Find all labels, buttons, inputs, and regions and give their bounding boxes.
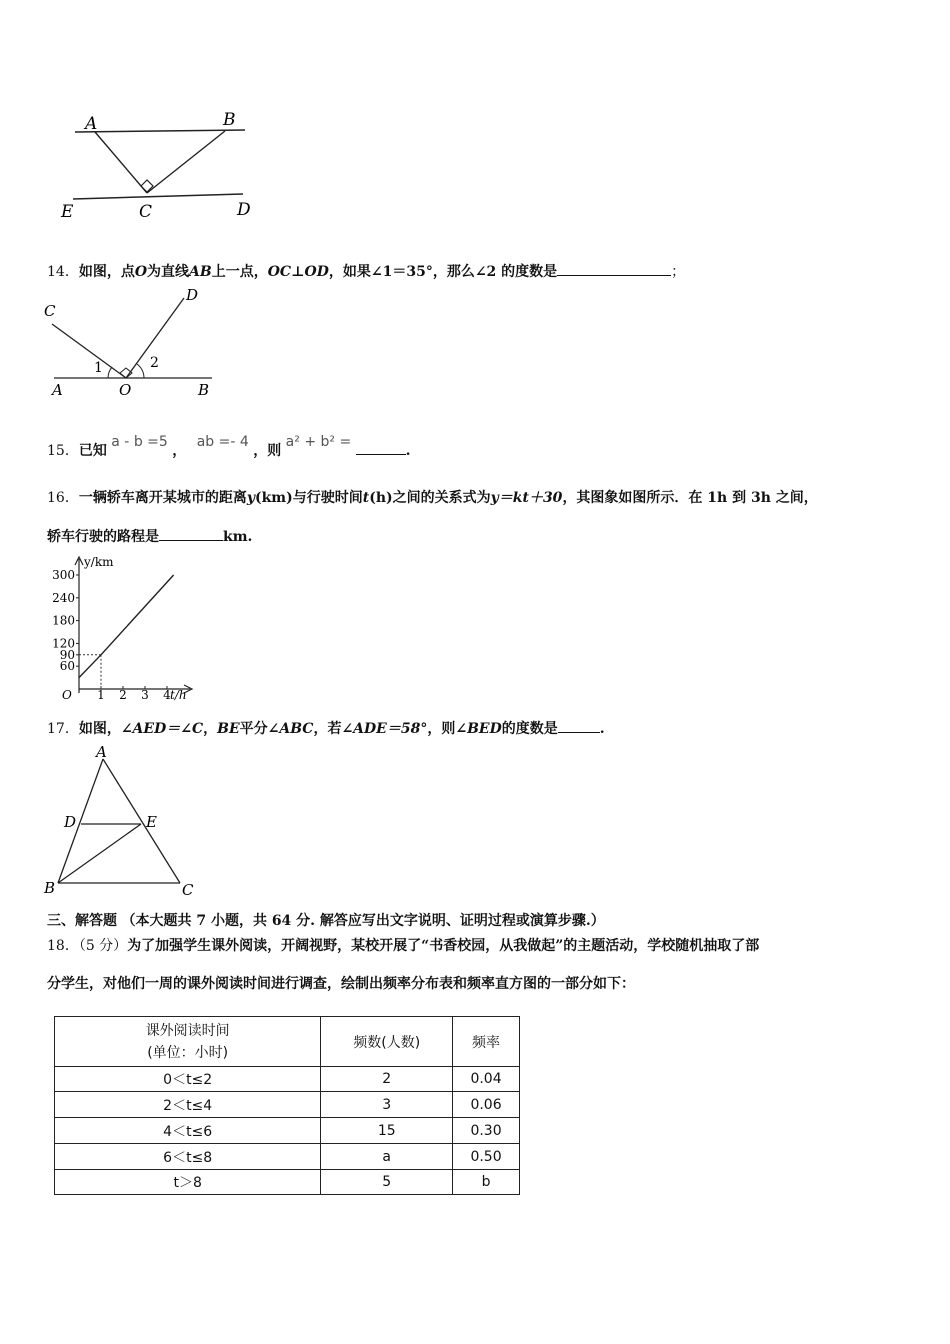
- question-16-line-1: [47, 488, 818, 508]
- q17-text-5: ，则: [427, 721, 456, 737]
- segment-be: [58, 824, 141, 883]
- question-17: [47, 718, 605, 739]
- q18-number: 18．: [47, 938, 79, 954]
- cell-range: 4＜t≤6: [55, 1118, 321, 1144]
- label-e: E: [146, 813, 157, 831]
- y-tick-label: 120: [52, 636, 75, 651]
- figure-q13: [55, 105, 265, 225]
- q17-angle-bed: ∠BED: [455, 721, 502, 737]
- label-c: C: [139, 202, 153, 222]
- q16-text-5: 轿车行驶的路程是: [47, 529, 159, 545]
- table-row: [55, 1092, 520, 1118]
- q16-unit-h: (h): [369, 490, 393, 506]
- q16-unit-km: (km): [254, 490, 293, 506]
- q14-answer-blank[interactable]: [557, 261, 671, 276]
- angle-2-arc: [137, 364, 144, 378]
- q17-text-4: ，若: [313, 721, 342, 737]
- label-angle-2: 2: [150, 355, 159, 371]
- cell-count: 5: [321, 1170, 453, 1195]
- y-tick-label: 60: [59, 659, 75, 674]
- figure-q14: [40, 288, 220, 400]
- table-header-row: [55, 1017, 520, 1067]
- q15-expr-2: ab =- 4: [196, 434, 249, 450]
- q14-line-ab: AB: [189, 264, 212, 280]
- label-b: B: [223, 110, 236, 130]
- q17-text-2: ，: [203, 721, 218, 737]
- y-tick-label: 300: [52, 568, 75, 582]
- q16-text-2: 与行驶时间: [292, 490, 363, 506]
- q16-text-1: 一辆轿车离开某城市的距离: [78, 490, 247, 506]
- y-tick-label: 240: [52, 590, 75, 605]
- q14-point-o: O: [134, 264, 148, 280]
- cell-range: t＞8: [55, 1170, 321, 1195]
- q18-text-1: 为了加强学生课外阅读，开阔视野，某校开展了“书香校园，从我做起”的主题活动，学校随机抽取了部: [127, 938, 760, 954]
- q14-text-4: ，如果∠1＝35°，那么∠2 的度数是: [328, 264, 558, 280]
- q15-answer-blank[interactable]: [356, 440, 406, 455]
- q15-text-2: ，则: [253, 443, 282, 459]
- header-reading-time-line-2: (单位：小时): [147, 1044, 229, 1061]
- q14-text-1: 如图，点: [78, 264, 135, 280]
- label-a: A: [96, 745, 107, 761]
- label-a: A: [85, 114, 98, 134]
- side-ac: [103, 759, 180, 883]
- q16-number: 16．: [47, 490, 79, 506]
- q16-text-3: 之间的关系式为: [392, 490, 491, 506]
- segment-ac: [95, 132, 147, 193]
- label-b: B: [44, 879, 56, 897]
- cell-freq: 0.50: [453, 1144, 520, 1170]
- cell-freq: b: [453, 1170, 520, 1195]
- y-tick-label: 90: [59, 647, 75, 662]
- q15-number: 15．: [47, 443, 79, 459]
- label-c: C: [182, 881, 194, 899]
- q18-text-2: 分学生，对他们一周的课外阅读时间进行调查，绘制出频率分布表和频率直方图的一部分如下：: [47, 976, 635, 992]
- cell-freq: 0.30: [453, 1118, 520, 1144]
- q17-angle-ade: ∠ADE＝58°: [341, 721, 428, 737]
- question-15: [47, 434, 411, 461]
- q18-score: （5 分）: [78, 938, 128, 954]
- y-axis-label: y/km: [84, 555, 114, 569]
- cell-count: 3: [321, 1092, 453, 1118]
- section-3-heading: [47, 911, 605, 931]
- table-row: [55, 1144, 520, 1170]
- q15-expr-1: a - b =5: [111, 434, 168, 450]
- cell-freq: 0.04: [453, 1067, 520, 1092]
- q14-text-2: 为直线: [147, 264, 190, 280]
- label-c: C: [44, 302, 56, 320]
- q16-var-t: t: [362, 490, 370, 506]
- question-14: [47, 261, 685, 282]
- origin-label: O: [62, 688, 72, 702]
- label-e: E: [61, 202, 74, 222]
- q16-var-y: y: [246, 490, 255, 506]
- line-ab: [75, 130, 245, 132]
- ray-oc: [52, 324, 126, 378]
- q16-answer-blank[interactable]: [159, 526, 223, 541]
- cell-range: 6＜t≤8: [55, 1144, 321, 1170]
- q15-end: .: [405, 443, 411, 459]
- table-row: [55, 1118, 520, 1144]
- y-tick-label: 180: [52, 613, 75, 628]
- q14-condition: OC⊥OD: [267, 264, 329, 280]
- frequency-table: [54, 1016, 520, 1195]
- x-tick-label: 3: [141, 688, 149, 702]
- table-row: [55, 1170, 520, 1195]
- question-18-line-1: [47, 936, 759, 956]
- header-frequency-rate: 频率: [453, 1017, 520, 1067]
- x-tick-label: 4: [163, 688, 171, 702]
- series-line: [79, 575, 174, 678]
- header-frequency-count: 频数(人数): [321, 1017, 453, 1067]
- figure-q17: [40, 745, 210, 900]
- label-b: B: [198, 381, 210, 399]
- section-3-title: 三、解答题: [47, 913, 117, 929]
- cell-count: 2: [321, 1067, 453, 1092]
- header-reading-time-line-1: 课外阅读时间: [145, 1022, 230, 1039]
- label-d: D: [186, 288, 199, 304]
- chart-q16: [40, 553, 200, 703]
- q15-comma-1: ，: [172, 443, 187, 459]
- line-ed: [73, 194, 243, 199]
- x-axis-label: t/h: [170, 688, 187, 702]
- cell-range: 2＜t≤4: [55, 1092, 321, 1118]
- angle-1-arc: [108, 367, 112, 378]
- segment-bc: [147, 131, 225, 193]
- question-18-line-2: [47, 974, 635, 994]
- label-d: D: [237, 200, 251, 220]
- cell-freq: 0.06: [453, 1092, 520, 1118]
- cell-range: 0＜t≤2: [55, 1067, 321, 1092]
- q17-end: .: [599, 721, 605, 737]
- q17-segment-be: BE: [217, 721, 240, 737]
- q17-number: 17．: [47, 721, 79, 737]
- q15-expr-3: a² + b² =: [285, 434, 352, 450]
- q15-text-1: 已知: [78, 443, 107, 459]
- question-16-line-2: [47, 526, 252, 547]
- label-d: D: [64, 813, 77, 831]
- label-a: A: [52, 381, 63, 399]
- cell-count: 15: [321, 1118, 453, 1144]
- section-3-description: （本大题共 7 小题，共 64 分. 解答应写出文字说明、证明过程或演算步骤.）: [121, 913, 605, 929]
- q16-text-4: ，其图象如图所示．在 1h 到 3h 之间，: [562, 490, 818, 506]
- label-o: O: [119, 381, 132, 399]
- q17-condition-1: ∠AED＝∠C: [120, 721, 204, 737]
- q17-answer-blank[interactable]: [558, 718, 600, 733]
- q14-text-3: 上一点，: [211, 264, 268, 280]
- q17-text-3: 平分: [239, 721, 268, 737]
- label-angle-1: 1: [94, 360, 103, 376]
- q14-number: 14．: [47, 264, 79, 280]
- x-tick-label: 2: [119, 688, 127, 702]
- q17-text-1: 如图，: [78, 721, 121, 737]
- header-reading-time: [55, 1017, 321, 1067]
- q16-formula: y＝kt＋30: [490, 490, 563, 506]
- x-tick-label: 1: [97, 688, 105, 702]
- q17-angle-abc: ∠ABC: [267, 721, 314, 737]
- q16-unit: km.: [223, 529, 253, 545]
- q14-end: ；: [671, 264, 686, 280]
- cell-count: a: [321, 1144, 453, 1170]
- q17-text-6: 的度数是: [501, 721, 558, 737]
- table-row: [55, 1067, 520, 1092]
